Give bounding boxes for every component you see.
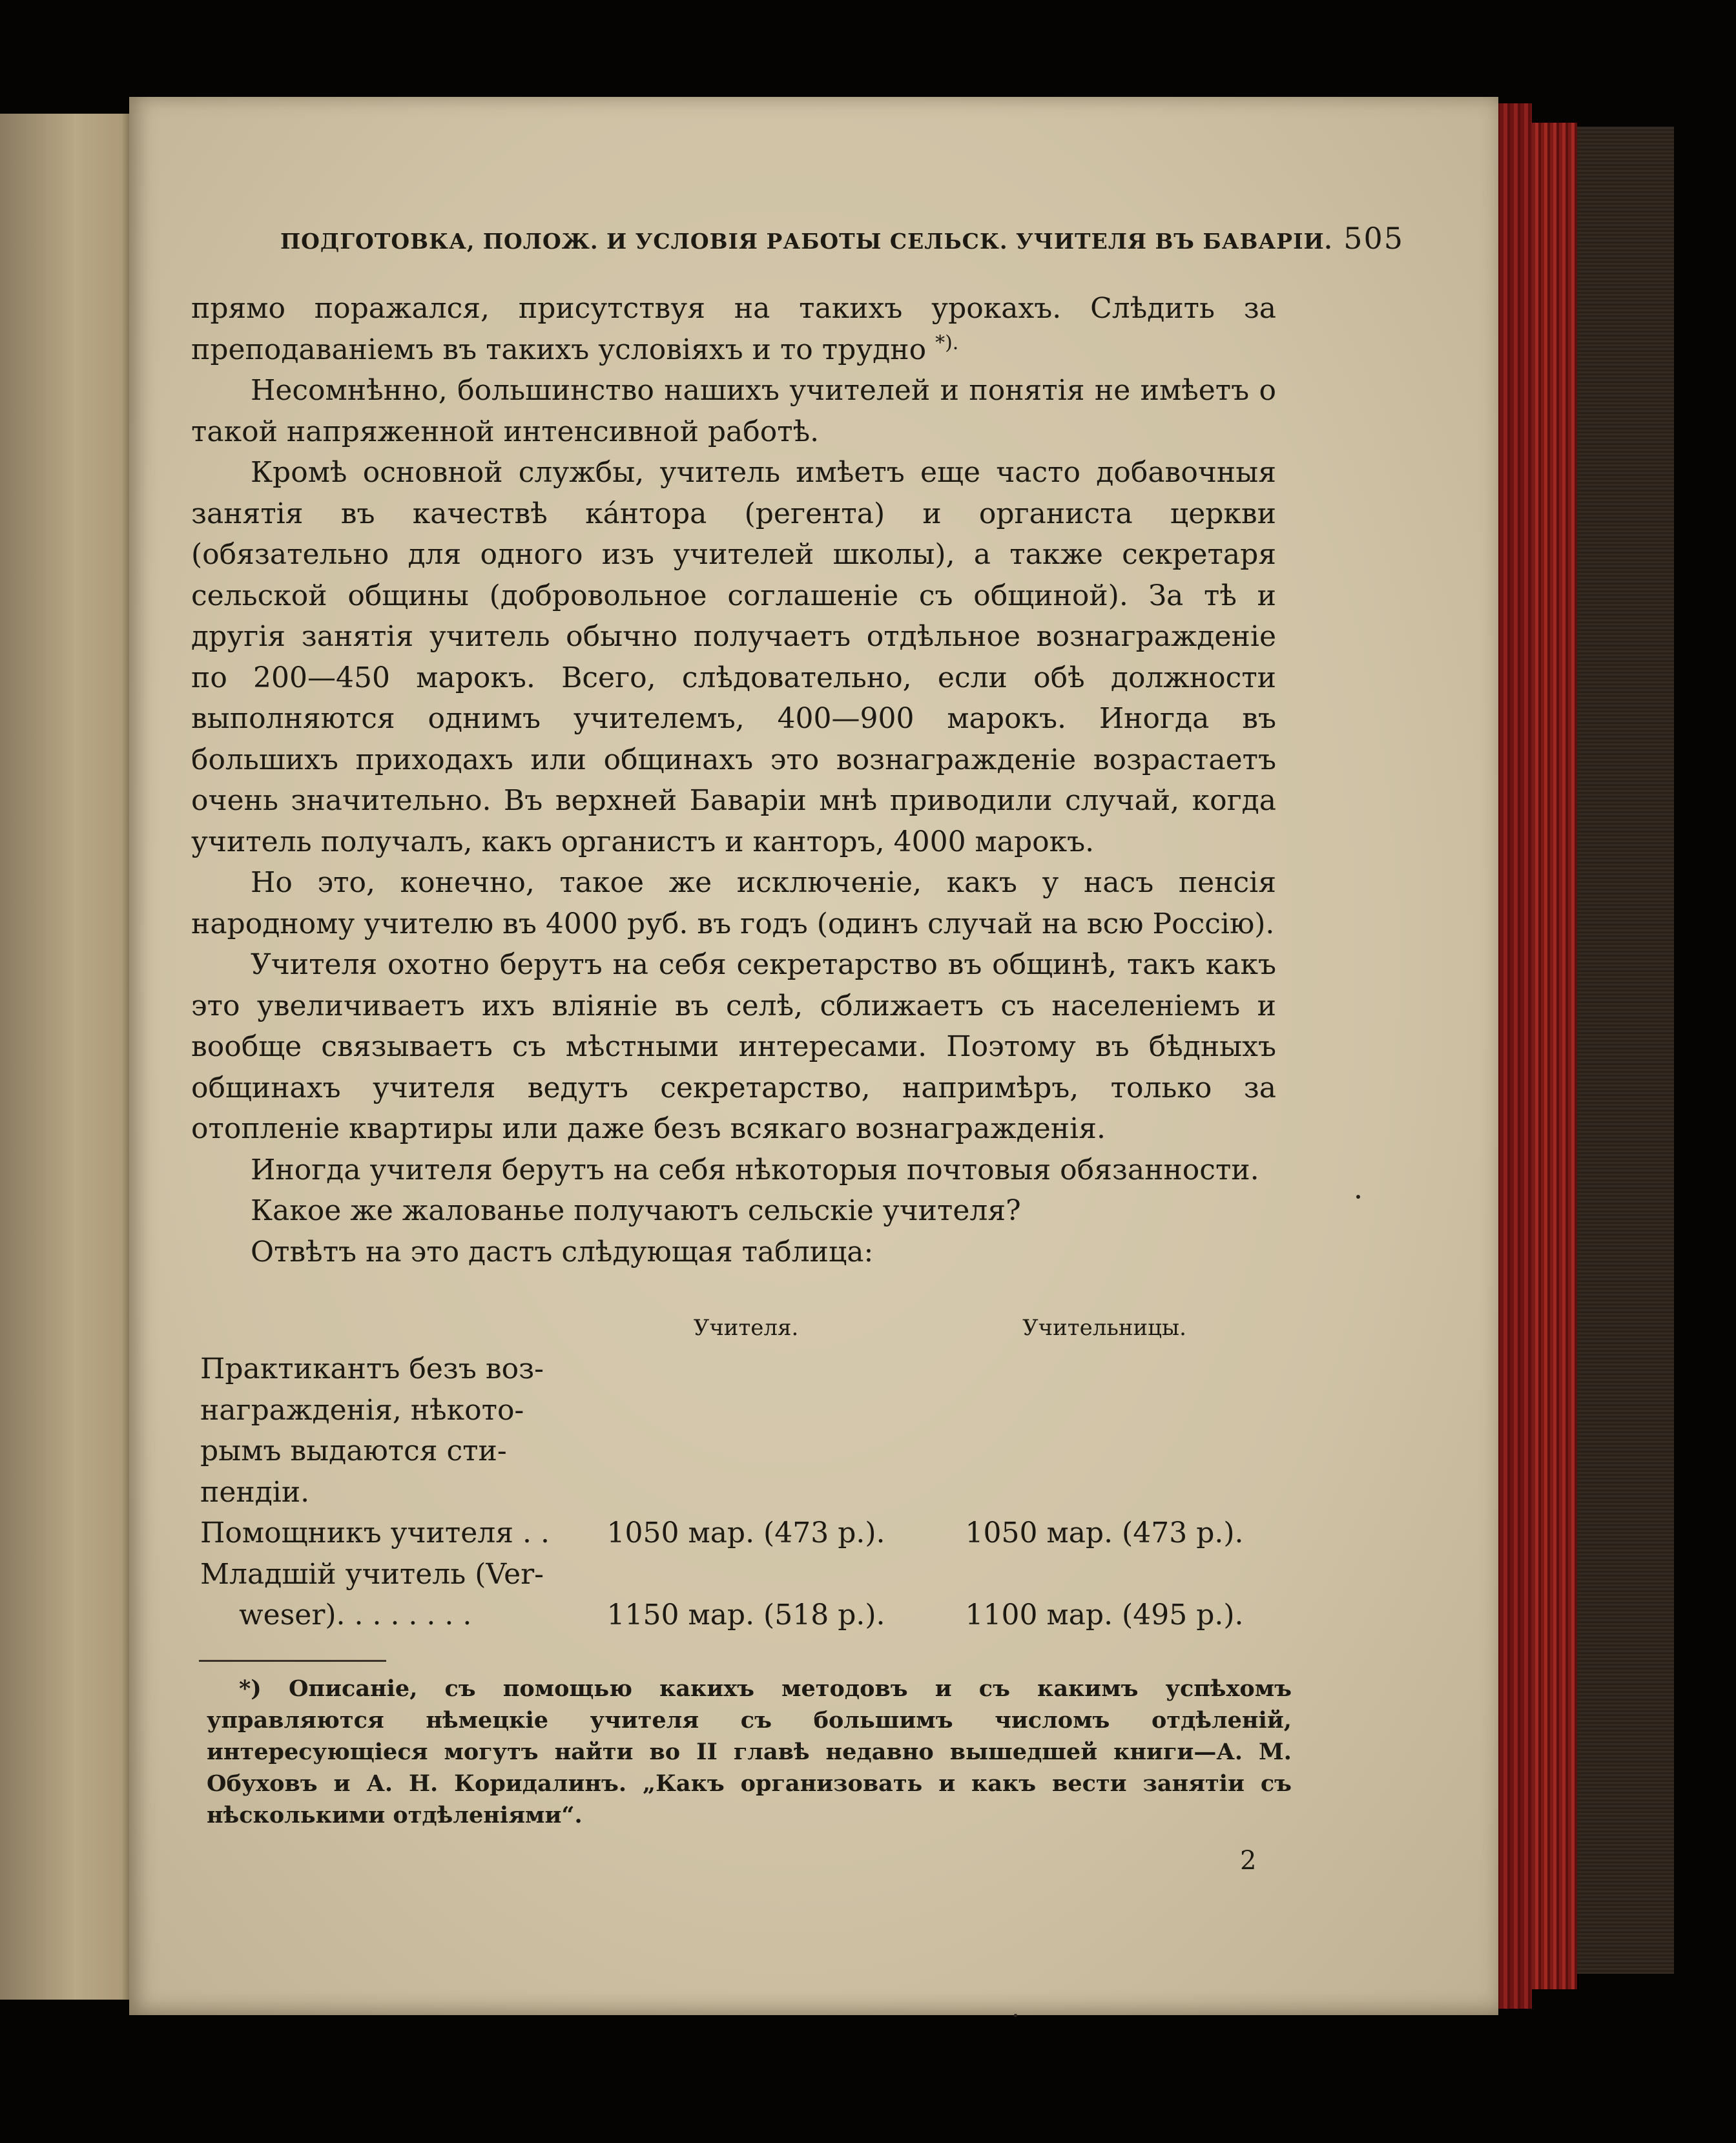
column-header-teachers: Учителя. [693,1314,799,1341]
running-head [280,221,1404,256]
paragraph: Несомнѣнно, большинство нашихъ учителей и понятія не имѣетъ о такой напряженной интенсивной работѣ. [191,374,1276,448]
table-header [200,1298,1292,1349]
cell-female-teachers: 1100 мар. (495 р.). [965,1599,1244,1631]
signature-mark: 2 [1240,1846,1257,1876]
page-block-edge-inner [1532,123,1577,1989]
page-number: 505 [1343,221,1404,256]
paragraph: Кромѣ основной службы, учитель имѣетъ еще часто добавочныя занятія въ качествѣ ка́нтора (регента) и органиста церкви (обязательно для одного изъ учителей школы), а также секретаря сельской общины (добровольное соглашеніе съ общиной). За тѣ и другія занятія учитель обычно получаетъ отдѣльное вознагражденіе по 200—450 марокъ. Всего, слѣдовательно, если обѣ должности выполняются однимъ учителемъ, 400—900 марокъ. Иногда въ большихъ приходахъ или общинахъ это вознагражденіе возрастаетъ очень значительно. Въ верхней Баваріи мнѣ приводили случай, когда учитель получалъ, какъ органистъ и канторъ, 4000 марокъ. [191,456,1276,858]
table-row [200,1349,1292,1513]
paragraph: прямо поражался, присутствуя на такихъ урокахъ. Слѣдить за преподаваніемъ въ такихъ условіяхъ и то трудно *). [191,292,1276,366]
table-row [200,1554,1292,1636]
left-page-edge [0,114,137,2000]
paragraph: Какое же жалованье получаютъ сельскіе учителя? [251,1194,1021,1227]
salary-table [200,1298,1292,1636]
row-label: Младшій учитель (Ver- weser). . . . . . . . [200,1557,544,1631]
row-label: Помощникъ учителя . . [200,1517,550,1549]
paragraph: Но это, конечно, такое же исключеніе, какъ у насъ пенсія народному учителю въ 4000 руб. въ годъ (одинъ случай на всю Россію). [191,866,1276,940]
body-text [191,288,1276,1272]
row-label: Практикантъ безъ воз- награжденія, нѣкото- рымъ выдаются сти- пендіи. [200,1352,544,1509]
cell-teachers: 1050 мар. (473 р.). [606,1517,885,1549]
footnote-rule [199,1660,386,1662]
table-row [200,1513,1292,1554]
paragraph: Иногда учителя берутъ на себя нѣкоторыя почтовыя обязанности. [251,1153,1259,1186]
cell-teachers: 1150 мар. (518 р.). [606,1599,885,1631]
running-head-title: ПОДГОТОВКА, ПОЛОЖ. И УСЛОВІЯ РАБОТЫ СЕЛЬСК. УЧИТЕЛЯ ВЪ БАВАРІИ. [280,229,1333,254]
footnote: *) Описаніе, съ помощью какихъ методовъ и съ какимъ успѣхомъ управляются нѣмецкіе учителя съ большимъ числомъ отдѣленій, интересующіеся могутъ найти во II главѣ недавно вышедшей книги—А. М. Обуховъ и А. Н. Коридалинъ. „Какъ организовать и какъ вести занятіи съ нѣсколькими отдѣленіями“. [207,1675,1292,1828]
footnote-reference: *). [935,331,959,354]
paragraph: Отвѣтъ на это дастъ слѣдующая таблица: [251,1235,874,1268]
column-header-female-teachers: Учительницы. [1022,1314,1186,1341]
book-page [129,97,1498,2015]
book-cover-edge [1577,127,1674,1974]
cell-female-teachers: 1050 мар. (473 р.). [965,1517,1244,1549]
paper-speck [1014,2014,1017,2017]
paper-speck [1356,1195,1360,1199]
paragraph: Учителя охотно берутъ на себя секретарство въ общинѣ, такъ какъ это увеличиваетъ ихъ вліяніе въ селѣ, сближаетъ съ населеніемъ и вообще связываетъ съ мѣстными интересами. Поэтому въ бѣдныхъ общинахъ учителя ведутъ секретарство, напримѣръ, только за отопленіе квартиры или даже безъ всякаго вознагражденія. [191,948,1276,1145]
